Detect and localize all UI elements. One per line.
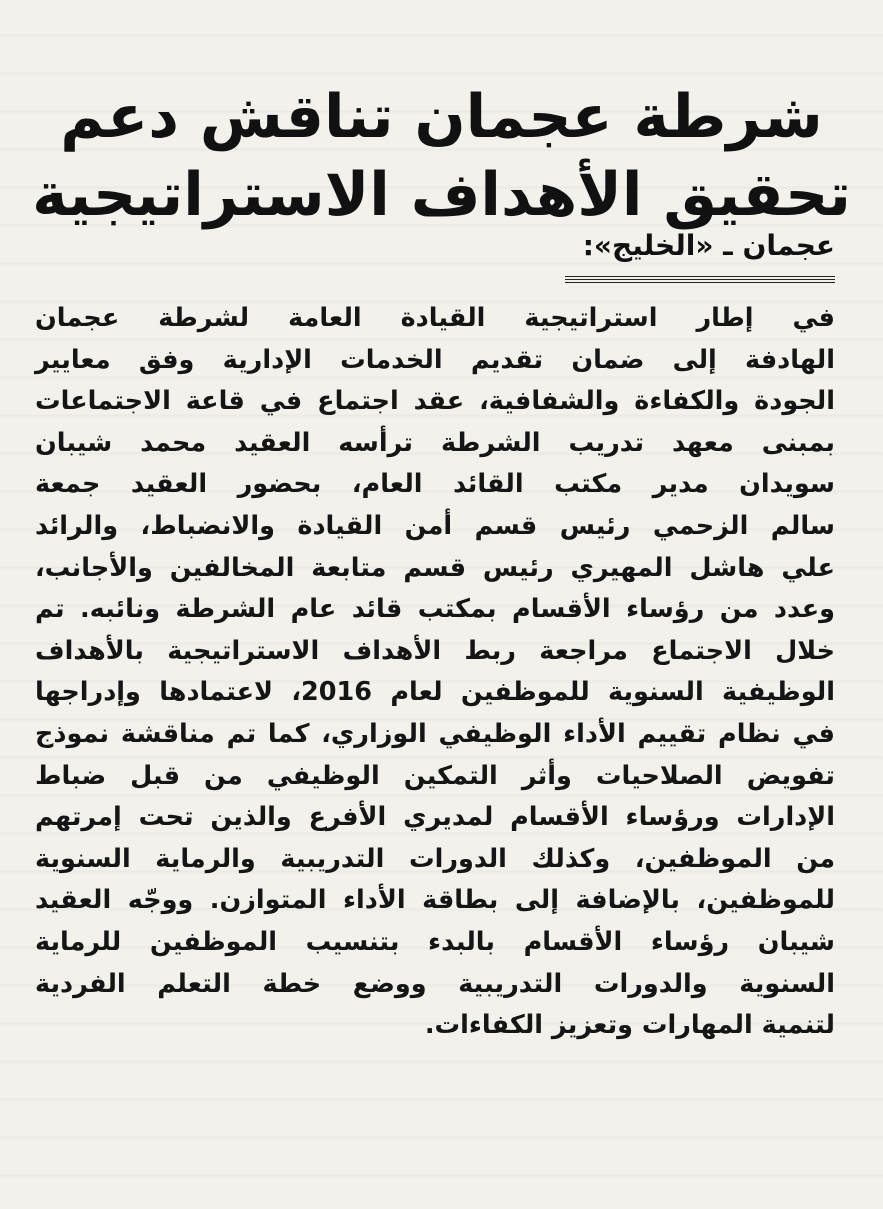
article-body-line: لتنمية المهارات وتعزيز الكفاءات.	[424, 1010, 835, 1041]
byline-underline	[565, 276, 835, 284]
article-body-line: من الموظفين، وكذلك الدورات التدريبية والرماية السنوية	[35, 843, 835, 874]
article-body-line: الوظيفية السنوية للموظفين لعام 2016، لاعتمادها وإدراجها	[35, 677, 835, 708]
article-body-line: سويدان مدير مكتب القائد العام، بحضور العقيد جمعة	[35, 469, 835, 500]
article-body-line: شيبان رؤساء الأقسام بالبدء بتنسيب الموظفين للرماية	[35, 926, 835, 957]
article-headline	[20, 78, 863, 234]
article-body-line: الهادفة إلى ضمان تقديم الخدمات الإدارية وفق معايير	[35, 344, 835, 375]
article-body	[35, 298, 835, 1047]
article-body-line: تفويض الصلاحيات وأثر التمكين الوظيفي من قبل ضباط	[35, 760, 835, 791]
article-body-line: وعدد من رؤساء الأقسام بمكتب قائد عام الشرطة ونائبه. تم	[35, 594, 835, 625]
article-body-line: الإدارات ورؤساء الأقسام لمديري الأفرع والذين تحت إمرتهم	[35, 802, 835, 833]
headline-line-2: تحقيق الأهداف الاستراتيجية	[32, 160, 851, 231]
article-body-line: في نظام تقييم الأداء الوظيفي الوزاري، كما تم مناقشة نموذج	[35, 718, 835, 749]
article-body-line: السنوية والدورات التدريبية ووضع خطة التعلم الفردية	[35, 968, 835, 999]
headline-line-1: شرطة عجمان تناقش دعم	[60, 82, 823, 153]
article-byline: عجمان ـ «الخليج»:	[582, 229, 835, 262]
article-body-line: في إطار استراتيجية القيادة العامة لشرطة عجمان	[35, 303, 835, 333]
article-body-line: خلال الاجتماع مراجعة ربط الأهداف الاستراتيجية بالأهداف	[35, 635, 835, 666]
article-body-line: علي هاشل المهيري رئيس قسم متابعة المخالفين والأجانب،	[35, 552, 835, 583]
article-body-line: بمبنى معهد تدريب الشرطة ترأسه العقيد محمد شيبان	[35, 427, 835, 458]
article-body-line: سالم الزحمي رئيس قسم أمن القيادة والانضباط، والرائد	[35, 510, 835, 541]
article-body-line: الجودة والكفاءة والشفافية، عقد اجتماع في قاعة الاجتماعات	[35, 386, 835, 417]
article-body-line: للموظفين، بالإضافة إلى بطاقة الأداء المتوازن. ووجّه العقيد	[35, 885, 835, 916]
